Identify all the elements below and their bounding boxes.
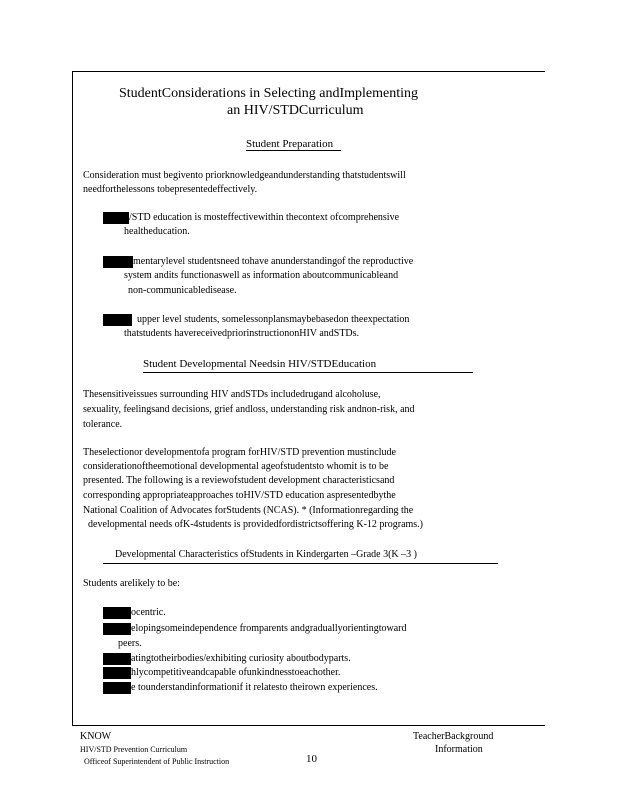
redaction-block <box>103 667 131 679</box>
redaction-block <box>103 623 131 635</box>
footer-curriculum: HIV/STD Prevention Curriculum <box>80 745 188 754</box>
list-item: ocentric. <box>131 607 166 618</box>
left-rule <box>72 71 73 726</box>
redaction-block <box>103 314 132 326</box>
page-number: 10 <box>306 753 317 765</box>
bullet-line: /STD education is mosteffectivewithin thecontext ofcomprehensive <box>129 212 400 223</box>
paragraph-line: considerationoftheemotional developmental ageofstudentsto whomit is to be <box>83 461 389 472</box>
paragraph-line: needforthelessons tobepresentedeffectively. <box>83 184 258 195</box>
document-title-line2: an HIV/STDCurriculum <box>227 103 364 118</box>
list-item: elopingsomeindependence fromparents andgraduallyorientingtoward <box>131 623 407 634</box>
footer-teacher-background: TeacherBackground <box>413 731 494 742</box>
paragraph-line: National Coalition of Advocates forStudents (NCAS). * (Informationregarding the <box>83 505 414 516</box>
paragraph-line: tolerance. <box>83 419 123 430</box>
paragraph-line: Theselectionor developmentofa program forHIV/STD prevention mustinclude <box>83 447 396 458</box>
list-intro: Students arelikely to be: <box>83 578 180 589</box>
bullet-line: mentarylevel studentsneed tohave anunderstandingof the reproductive <box>133 256 414 267</box>
heading-underline <box>143 372 473 373</box>
redaction-block <box>103 256 133 268</box>
footer-know: KNOW <box>80 731 112 742</box>
bullet-line: non-communicabledisease. <box>128 285 237 296</box>
bullet-line: system andits functionaswell as information aboutcommunicableand <box>124 270 399 281</box>
paragraph-line: presented. The following is a reviewofstudent development characteristicsand <box>83 475 395 486</box>
paragraph-line: Consideration must begivento priorknowledgeandunderstanding thatstudentswill <box>83 170 406 181</box>
heading-underline <box>103 563 498 564</box>
section-heading-student-preparation: Student Preparation <box>246 138 341 151</box>
paragraph-line: sexuality, feelingsand decisions, grief andloss, understanding risk andnon-risk, and <box>83 404 415 415</box>
bullet-line: upper level students, somelessonplansmaybebasedon theexpectation <box>137 314 410 325</box>
paragraph-line: Thesensitiveissues surrounding HIV andSTDs includedrugand alcoholuse, <box>83 389 381 400</box>
bullet-line: thatstudents havereceivedpriorinstructiononHIV andSTDs. <box>124 328 360 339</box>
redaction-block <box>103 212 129 224</box>
section-heading-k3-characteristics: Developmental Characteristics ofStudents in Kindergarten –Grade 3(K –3 ) <box>115 549 417 560</box>
top-rule <box>72 71 545 72</box>
bottom-rule <box>72 725 545 726</box>
list-item: hlycompetitiveandcapable ofunkindnesstoeachother. <box>131 667 341 678</box>
list-item: e tounderstandinformationif it relatesto theirown experiences. <box>131 682 378 693</box>
footer-information: Information <box>435 744 483 755</box>
list-item: atingtotheirbodies/exhibiting curiosity aboutbodyparts. <box>131 653 351 664</box>
list-item: peers. <box>118 638 142 649</box>
document-title: StudentConsiderations in Selecting andImplementing <box>119 86 419 101</box>
redaction-block <box>103 682 131 694</box>
paragraph-line: corresponding appropriateapproaches toHIV/STD education aspresentedbythe <box>83 490 396 501</box>
redaction-block <box>103 607 131 619</box>
section-heading-developmental-needs: Student Developmental Needsin HIV/STDEducation <box>143 358 377 370</box>
footer-office: Officeof Superintendent of Public Instruction <box>84 757 230 766</box>
redaction-block <box>103 653 131 665</box>
paragraph-line: developmental needs ofK-4students is providedfordistrictsoffering K-12 programs.) <box>88 519 424 530</box>
bullet-line: healtheducation. <box>124 226 190 237</box>
